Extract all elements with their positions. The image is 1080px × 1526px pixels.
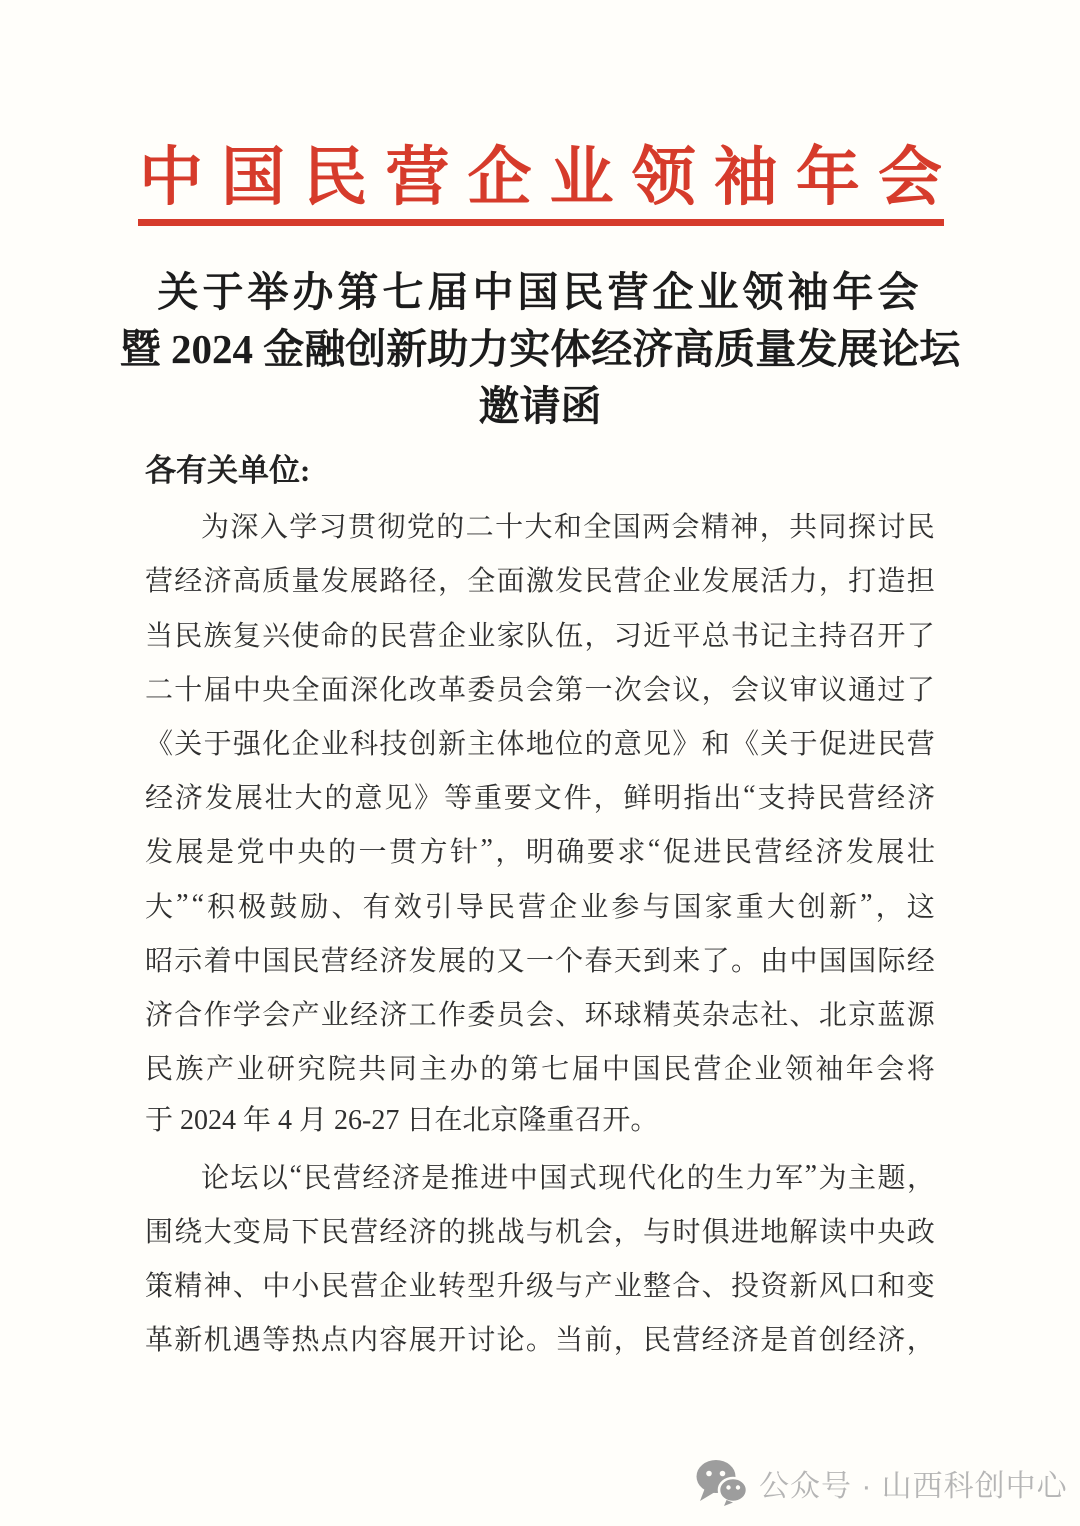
body-line: 济 合 作 学 会 产 业 经 济 工 作 委 员 会 、 环 球 精 英 杂 志 社 、 北 京 蓝 源 xyxy=(145,999,935,1031)
body-line: 于 2024 年 4 月 26-27 日在北京隆重召开。 xyxy=(145,1105,659,1137)
body-line: 当 民 族 复 兴 使 命 的 民 营 企 业 家 队 伍 ， 习 近 平 总 书 记 主 持 召 开 了 xyxy=(145,620,935,652)
body-line: 革 新 机 遇 等 热 点 内 容 展 开 讨 论 。 当 前 ， 民 营 经 济 是 首 创 经 济 ， xyxy=(145,1325,935,1357)
body-line: 发 展 是 党 中 央 的 一 贯 方 针 ” ， 明 确 要 求 “ 促 进 民 营 经 济 发 展 壮 xyxy=(145,834,935,869)
watermark xyxy=(695,1460,1068,1506)
banner-char: 袖 xyxy=(713,142,778,213)
banner-char: 国 xyxy=(221,142,286,213)
banner-char: 营 xyxy=(385,142,450,213)
title-line: 关于举办第七届中国民营企业领袖年会 xyxy=(157,269,923,315)
banner-char: 民 xyxy=(303,142,368,213)
banner-title xyxy=(139,144,942,211)
body-line: 围 绕 大 变 局 下 民 营 经 济 的 挑 战 与 机 会 ， 与 时 俱 进 地 解 读 中 央 政 xyxy=(145,1216,935,1248)
salutation: 各有关单位: xyxy=(145,453,311,488)
banner-char: 中 xyxy=(139,142,203,213)
body-line: 为 深 入 学 习 贯 彻 党 的 二 十 大 和 全 国 两 会 精 神 ， 共 同 探 讨 民 xyxy=(201,512,935,544)
body-line: 昭 示 着 中 国 民 营 经 济 发 展 的 又 一 个 春 天 到 来 了 。 由 中 国 国 际 经 xyxy=(145,945,935,977)
banner-char: 领 xyxy=(631,142,696,213)
body-line: 经 济 发 展 壮 大 的 意 见 》 等 重 要 文 件 ， 鲜 明 指 出 “ 支 持 民 营 经 济 xyxy=(145,780,935,815)
body-line: 大 ” “ 积 极 鼓 励 、 有 效 引 导 民 营 企 业 参 与 国 家 重 大 创 新 ” ， 这 xyxy=(145,888,935,923)
watermark-text: 公众号 · 山西科创中心 xyxy=(759,1470,1068,1503)
banner-underline xyxy=(138,219,944,226)
banner-char: 企 xyxy=(467,142,532,213)
body-line: 营 经 济 高 质 量 发 展 路 径 ， 全 面 激 发 民 营 企 业 发 展 活 力 ， 打 造 担 xyxy=(145,566,935,598)
wechat-icon xyxy=(695,1460,749,1506)
title-line: 邀请函 xyxy=(478,383,602,429)
title-line: 暨 2024 金融创新助力实体经济高质量发展论坛 xyxy=(119,326,961,372)
body-line: 论 坛 以 “ 民 营 经 济 是 推 进 中 国 式 现 代 化 的 生 力 军 ” 为 主 题 ， xyxy=(201,1159,935,1194)
body-line: 二 十 届 中 央 全 面 深 化 改 革 委 员 会 第 一 次 会 议 ， 会 议 审 议 通 过 了 xyxy=(145,674,935,706)
body-line: 策 精 神 、 中 小 民 营 企 业 转 型 升 级 与 产 业 整 合 、 投 资 新 风 口 和 变 xyxy=(145,1270,935,1302)
document-body xyxy=(145,444,935,1365)
body-line: 民 族 产 业 研 究 院 共 同 主 办 的 第 七 届 中 国 民 营 企 业 领 袖 年 会 将 xyxy=(145,1054,935,1086)
banner-char: 业 xyxy=(549,142,614,213)
document-title xyxy=(0,264,1080,435)
banner-char: 会 xyxy=(877,142,942,213)
body-line: 《 关 于 强 化 企 业 科 技 创 新 主 体 地 位 的 意 见 》 和 《 关 于 促 进 民 营 xyxy=(145,729,935,761)
banner-char: 年 xyxy=(795,142,860,213)
